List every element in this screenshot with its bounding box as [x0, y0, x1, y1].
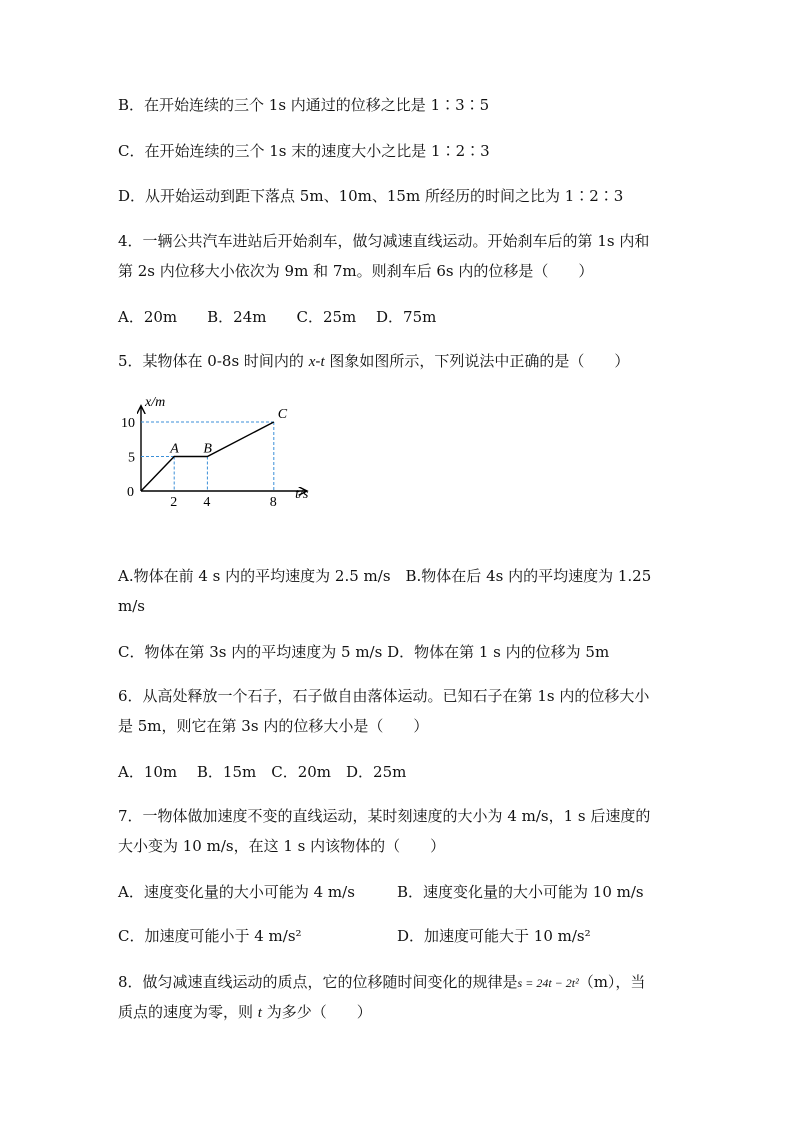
- y-tick-label-5: 5: [128, 450, 135, 466]
- question-7-line-1: 7．一物体做加速度不变的直线运动，某时刻速度的大小为 4 m/s，1 s 后速度的: [118, 807, 651, 825]
- q8-text-c: 质点的速度为零，则: [118, 1003, 258, 1021]
- question-8-line-2: [118, 1002, 372, 1023]
- xt-graph: [115, 392, 335, 512]
- question-6-line-2: 是 5m，则它在第 3s 内的位移大小是（ ）: [118, 717, 429, 735]
- question-5-options-ab: A.物体在前 4 s 内的平均速度为 2.5 m/s B.物体在后 4s 内的平均速度为 1.25: [118, 567, 652, 585]
- q8-text-b: （m），当: [578, 973, 646, 991]
- q5-dash: -: [315, 352, 321, 370]
- point-label-A: A: [170, 441, 179, 457]
- q8-var-t: t: [257, 1005, 262, 1021]
- question-6-options: A．10m B．15m C．20m D．25m: [118, 763, 407, 781]
- point-label-B: B: [203, 441, 212, 457]
- question-5-options-ab-cont: m/s: [118, 597, 145, 615]
- option-3c: C．在开始连续的三个 1s 末的速度大小之比是 1∶2∶3: [118, 142, 490, 160]
- x-tick-label-4: 4: [203, 495, 211, 510]
- question-7-option-a: A．速度变化量的大小可能为 4 m/s: [118, 883, 355, 901]
- q5-var-x: x: [308, 354, 316, 370]
- question-4-line-1: 4．一辆公共汽车进站后开始刹车，做匀减速直线运动。开始刹车后的第 1s 内和: [118, 232, 650, 250]
- option-3b: B．在开始连续的三个 1s 内通过的位移之比是 1∶3∶5: [118, 96, 490, 114]
- question-7-option-b: B．速度变化量的大小可能为 10 m/s: [397, 883, 644, 901]
- y-tick-label-10: 10: [121, 416, 135, 431]
- question-7-option-d: D．加速度可能大于 10 m/s²: [397, 927, 591, 945]
- question-4-options: A．20m B．24m C．25m D．75m: [118, 308, 437, 326]
- option-3d: D．从开始运动到距下落点 5m、10m、15m 所经历的时间之比为 1∶2∶3: [118, 187, 624, 205]
- origin-label: 0: [127, 485, 134, 500]
- question-4-line-2: 第 2s 内位移大小依次为 9m 和 7m。则刹车后 6s 内的位移是（ ）: [118, 262, 594, 280]
- q8-text-a: 8．做匀减速直线运动的质点，它的位移随时间变化的规律是: [118, 973, 518, 991]
- question-6-line-1: 6．从高处释放一个石子，石子做自由落体运动。已知石子在第 1s 内的位移大小: [118, 687, 650, 705]
- question-5-stem: [118, 351, 629, 372]
- q8-text-d: 为多少（ ）: [261, 1003, 372, 1021]
- q5-text-b: 图象如图所示，下列说法中正确的是（ ）: [324, 352, 630, 370]
- question-8-line-1: [118, 972, 645, 993]
- y-axis-label: x/m: [145, 395, 166, 410]
- question-7-line-2: 大小变为 10 m/s，在这 1 s 内该物体的（ ）: [118, 837, 446, 855]
- question-5-options-cd: C．物体在第 3s 内的平均速度为 5 m/s D．物体在第 1 s 内的位移为 5m: [118, 643, 610, 661]
- x-tick-label-8: 8: [269, 495, 277, 510]
- point-label-C: C: [277, 407, 288, 422]
- x-axis-label: t/s: [295, 487, 309, 502]
- question-7-option-c: C．加速度可能小于 4 m/s²: [118, 927, 302, 945]
- q5-var-t: t: [320, 354, 325, 370]
- xt-line: [141, 422, 274, 491]
- x-tick-label-2: 2: [170, 495, 178, 510]
- q8-formula: s = 24t − 2t²: [517, 976, 579, 990]
- q5-text-a: 5．某物体在 0-8s 时间内的: [118, 352, 309, 370]
